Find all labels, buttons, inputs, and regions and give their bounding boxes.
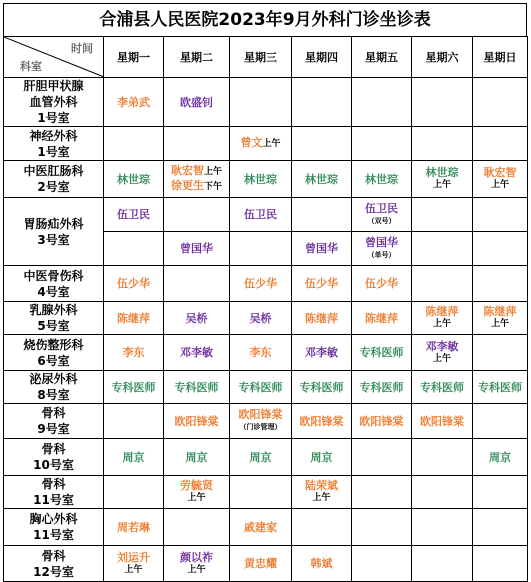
dept-name-line: 胸心外科: [29, 512, 78, 526]
schedule-cell: [412, 546, 473, 582]
doctor-name: 曾国华: [305, 242, 338, 255]
schedule-cell: [412, 78, 473, 127]
schedule-row: [4, 546, 528, 582]
schedule-row: [4, 78, 528, 127]
doctor-name: 林世琮: [305, 172, 338, 186]
doctor-entry: [230, 381, 291, 394]
doctor-entry: [473, 166, 527, 179]
dept-name-line: 血管外科: [29, 95, 78, 109]
schedule-cell: [292, 509, 352, 546]
schedule-row: [4, 266, 528, 302]
schedule-cell: [164, 161, 230, 198]
doctor-entry: [164, 179, 229, 194]
schedule-cell: [473, 546, 528, 582]
schedule-sheet: [3, 3, 527, 578]
dept-cell: [4, 335, 104, 371]
doctor-name: 邓李敏: [425, 339, 459, 353]
dept-name-line: 乳腺外科: [29, 303, 78, 317]
doctor-name: 林世琮: [365, 172, 398, 186]
doctor-entry: [164, 346, 229, 359]
schedule-cell: [104, 198, 164, 232]
doctor-name: 吴桥: [249, 311, 272, 325]
doctor-name: 欧阳锋棠: [299, 414, 344, 428]
schedule-cell: [104, 266, 164, 302]
schedule-cell: [412, 371, 473, 404]
dept-name-line: 4号室: [37, 284, 70, 299]
doctor-entry: [164, 381, 229, 394]
schedule-cell: [292, 161, 352, 198]
doctor-name: 黄忠耀: [244, 557, 277, 570]
doctor-name: 周京: [122, 450, 145, 464]
doctor-name: 陈继萍: [305, 311, 338, 325]
schedule-cell: [473, 476, 528, 509]
schedule-cell: [230, 302, 292, 335]
doctor-name: 林世琮: [425, 166, 459, 179]
schedule-cell: [292, 335, 352, 371]
doctor-entry: [230, 557, 291, 570]
doctor-entry: [352, 236, 411, 249]
schedule-cell: [473, 371, 528, 404]
schedule-row: [4, 198, 528, 232]
schedule-cell: [104, 476, 164, 509]
doctor-entry: [473, 305, 527, 318]
doctor-name: 李弟武: [117, 95, 150, 109]
schedule-cell: [352, 404, 412, 439]
day-header: 星期五: [352, 37, 412, 78]
doctor-entry: [412, 381, 472, 394]
schedule-cell: [352, 335, 412, 371]
dept-cell: [4, 546, 104, 582]
dept-cell: [4, 78, 104, 127]
schedule-cell: [292, 546, 352, 582]
schedule-cell: [412, 266, 473, 302]
schedule-cell: [352, 371, 412, 404]
doctor-name: 戚建家: [244, 520, 277, 534]
schedule-cell: [230, 371, 292, 404]
schedule-cell: [292, 302, 352, 335]
session-note: 上午: [203, 167, 222, 177]
doctor-entry: [104, 381, 163, 394]
dept-name-line: 1号室: [37, 111, 70, 125]
doctor-entry: [473, 451, 527, 464]
schedule-cell: [164, 371, 230, 404]
schedule-cell: [292, 198, 352, 232]
doctor-name: 伍少华: [244, 277, 277, 290]
doctor-name: 伍卫民: [244, 208, 277, 221]
dept-name-line: 肝胆甲状腺: [23, 79, 84, 93]
dept-name-line: 骨科: [41, 442, 66, 456]
doctor-entry: [292, 173, 351, 186]
doctor-name: 陆荣斌: [305, 479, 338, 492]
doctor-entry: [292, 381, 351, 394]
session-note: 上午: [187, 493, 206, 503]
remark-note: （单号）: [367, 250, 396, 259]
header-row: [4, 37, 528, 78]
doctor-entry: [104, 96, 163, 109]
schedule-cell: [164, 546, 230, 582]
schedule-cell: [292, 266, 352, 302]
schedule-row: [4, 404, 528, 439]
session-note: 上午: [490, 319, 509, 329]
doctor-entry: [292, 451, 351, 464]
schedule-cell: [230, 509, 292, 546]
doctor-entry: [164, 415, 229, 428]
dept-cell: [4, 161, 104, 198]
doctor-entry: [104, 312, 163, 325]
session-note: 下午: [203, 182, 222, 192]
doctor-entry: [164, 479, 229, 492]
doctor-entry: [230, 277, 291, 290]
schedule-body: [4, 78, 528, 582]
doctor-name: 曾国华: [180, 242, 213, 255]
schedule-cell: [230, 335, 292, 371]
doctor-entry: [412, 415, 472, 428]
schedule-cell: [412, 509, 473, 546]
schedule-row: [4, 439, 528, 476]
doctor-name: 欧阳锋棠: [359, 414, 404, 428]
dept-name-line: 12号室: [33, 564, 74, 579]
schedule-cell: [473, 335, 528, 371]
doctor-entry: [104, 173, 163, 186]
remark-note: （门诊管理）: [239, 423, 282, 431]
doctor-name: 周京: [185, 450, 208, 464]
doctor-name: 陈继萍: [117, 311, 150, 325]
doctor-name: 徐更生: [170, 179, 204, 192]
schedule-cell: [292, 78, 352, 127]
dept-name-line: 5号室: [37, 319, 70, 333]
schedule-cell: [352, 546, 412, 582]
schedule-cell: [104, 371, 164, 404]
schedule-cell: [164, 439, 230, 476]
doctor-entry: [230, 136, 291, 151]
time-label: 时间: [71, 42, 93, 55]
doctor-entry: [230, 208, 291, 221]
schedule-cell: [104, 439, 164, 476]
schedule-cell: [352, 266, 412, 302]
doctor-entry: [292, 242, 351, 255]
schedule-cell: [473, 161, 528, 198]
dept-label: 科室: [20, 60, 42, 73]
dept-name-line: 11号室: [33, 493, 74, 507]
dept-cell: [4, 509, 104, 546]
schedule-cell: [473, 302, 528, 335]
day-header: 星期二: [164, 37, 230, 78]
doctor-entry: [292, 277, 351, 290]
doctor-name: 专科医师: [478, 380, 522, 394]
dept-name-line: 骨科: [41, 548, 66, 563]
doctor-entry: [412, 340, 472, 353]
doctor-name: 林世琮: [244, 172, 277, 186]
doctor-name: 颜以祚: [180, 550, 213, 564]
doctor-name: 陈继萍: [365, 311, 398, 325]
schedule-cell: [164, 266, 230, 302]
doctor-entry: [230, 521, 291, 534]
day-header: 星期一: [104, 37, 164, 78]
doctor-name: 李东: [249, 346, 272, 359]
schedule-cell: [292, 371, 352, 404]
schedule-cell: [292, 439, 352, 476]
schedule-row: [4, 161, 528, 198]
dept-cell: [4, 302, 104, 335]
dept-name-line: 10号室: [33, 458, 74, 472]
schedule-cell: [164, 476, 230, 509]
doctor-entry: [104, 277, 163, 290]
doctor-entry: [292, 479, 351, 492]
schedule-cell: [164, 509, 230, 546]
doctor-name: 伍卫民: [117, 208, 150, 221]
schedule-cell: [352, 198, 412, 232]
dept-cell: [4, 198, 104, 266]
doctor-entry: [352, 312, 411, 325]
dept-name-line: 9号室: [37, 422, 70, 436]
session-note: 上午: [124, 564, 143, 575]
day-header: 星期六: [412, 37, 473, 78]
doctor-name: 韩斌: [310, 557, 333, 570]
dept-name-line: 11号室: [33, 528, 74, 542]
doctor-entry: [473, 381, 527, 394]
doctor-entry: [164, 312, 229, 325]
doctor-name: 专科医师: [238, 380, 283, 394]
schedule-cell: [230, 266, 292, 302]
doctor-entry: [412, 166, 472, 179]
doctor-name: 欧阳锋棠: [420, 414, 464, 428]
schedule-cell: [104, 546, 164, 582]
doctor-name: 刘运升: [117, 550, 150, 564]
schedule-cell: [352, 302, 412, 335]
doctor-entry: [164, 164, 229, 179]
schedule-cell: [230, 127, 292, 161]
doctor-name: 曾国华: [365, 235, 398, 249]
doctor-name: 周京: [310, 450, 333, 464]
doctor-entry: [104, 346, 163, 359]
schedule-cell: [292, 404, 352, 439]
schedule-cell: [104, 404, 164, 439]
doctor-name: 欧盛钊: [180, 95, 213, 109]
day-header: 星期日: [473, 37, 528, 78]
schedule-cell: [230, 161, 292, 198]
schedule-cell: [230, 198, 292, 232]
schedule-cell: [164, 198, 230, 232]
doctor-name: 陈继萍: [483, 305, 517, 318]
schedule-cell: [230, 439, 292, 476]
schedule-cell: [230, 546, 292, 582]
session-note: 上午: [490, 180, 509, 190]
schedule-cell: [164, 404, 230, 439]
dept-cell: [4, 404, 104, 439]
doctor-entry: [164, 551, 229, 564]
dept-name-line: 骨科: [41, 477, 66, 491]
schedule-cell: [412, 404, 473, 439]
doctor-entry: [164, 451, 229, 464]
schedule-cell: [164, 127, 230, 161]
dept-name-line: 烧伤整形科: [23, 337, 84, 352]
schedule-cell: [352, 509, 412, 546]
doctor-entry: [230, 408, 291, 421]
doctor-entry: [104, 451, 163, 464]
schedule-cell: [230, 404, 292, 439]
doctor-name: 李东: [122, 346, 145, 359]
schedule-cell: [473, 198, 528, 232]
schedule-cell: [164, 232, 230, 266]
doctor-name: 周京: [489, 450, 511, 464]
schedule-cell: [412, 302, 473, 335]
schedule-cell: [164, 78, 230, 127]
schedule-cell: [104, 509, 164, 546]
schedule-cell: [104, 161, 164, 198]
doctor-name: 伍卫民: [365, 201, 398, 215]
schedule-row: [4, 335, 528, 371]
doctor-entry: [292, 312, 351, 325]
dept-name-line: 神经外科: [29, 128, 78, 143]
doctor-name: 专科医师: [299, 380, 344, 394]
schedule-cell: [104, 302, 164, 335]
schedule-cell: [164, 335, 230, 371]
doctor-entry: [292, 557, 351, 570]
dept-name-line: 中医骨伤科: [23, 268, 84, 283]
dept-cell: [4, 476, 104, 509]
doctor-entry: [352, 381, 411, 394]
doctor-entry: [412, 305, 472, 318]
schedule-cell: [352, 476, 412, 509]
doctor-name: 林世琮: [117, 172, 150, 186]
schedule-row: [4, 371, 528, 404]
doctor-name: 专科医师: [359, 346, 404, 359]
doctor-name: 伍少华: [305, 277, 338, 290]
remark-note: （双号）: [367, 216, 396, 225]
day-header: 星期三: [230, 37, 292, 78]
session-note: 上午: [312, 493, 331, 503]
schedule-cell: [352, 232, 412, 266]
schedule-cell: [473, 509, 528, 546]
schedule-cell: [473, 266, 528, 302]
schedule-row: [4, 127, 528, 161]
doctor-name: 欧阳锋棠: [174, 414, 219, 428]
doctor-name: 周京: [249, 450, 272, 464]
dept-name-line: 骨科: [41, 406, 66, 420]
dept-name-line: 1号室: [37, 144, 70, 159]
doctor-entry: [230, 451, 291, 464]
doctor-entry: [104, 208, 163, 221]
doctor-name: 专科医师: [111, 380, 156, 394]
schedule-cell: [412, 476, 473, 509]
dept-name-line: 6号室: [37, 353, 70, 368]
schedule-cell: [473, 78, 528, 127]
session-note: 上午: [187, 564, 206, 575]
doctor-name: 专科医师: [420, 380, 464, 394]
dept-name-line: 3号室: [37, 232, 70, 247]
dept-name-line: 2号室: [37, 180, 70, 194]
session-note: 上午: [432, 180, 451, 190]
dept-cell: [4, 266, 104, 302]
day-header: 星期四: [292, 37, 352, 78]
dept-cell: [4, 371, 104, 404]
schedule-table: [3, 36, 528, 582]
schedule-cell: [412, 161, 473, 198]
schedule-row: [4, 302, 528, 335]
doctor-name: 专科医师: [359, 380, 404, 394]
session-note: 上午: [432, 353, 451, 364]
dept-name-line: 中医肛肠科: [23, 164, 84, 178]
schedule-cell: [104, 335, 164, 371]
schedule-cell: [104, 127, 164, 161]
schedule-cell: [412, 232, 473, 266]
schedule-cell: [473, 439, 528, 476]
schedule-cell: [230, 78, 292, 127]
session-note: 上午: [432, 319, 451, 329]
schedule-cell: [230, 476, 292, 509]
doctor-name: 陈继萍: [425, 305, 459, 318]
schedule-cell: [412, 198, 473, 232]
schedule-cell: [104, 232, 164, 266]
doctor-name: 伍少华: [365, 277, 398, 290]
doctor-entry: [164, 242, 229, 255]
doctor-entry: [352, 415, 411, 428]
doctor-name: 周若琳: [117, 520, 150, 534]
schedule-cell: [292, 232, 352, 266]
schedule-cell: [164, 302, 230, 335]
dept-name-line: 胃肠疝外科: [23, 216, 84, 231]
schedule-cell: [352, 78, 412, 127]
schedule-cell: [352, 127, 412, 161]
doctor-name: 吴桥: [185, 311, 208, 325]
doctor-name: 伍少华: [117, 277, 150, 290]
doctor-entry: [230, 346, 291, 359]
doctor-entry: [352, 277, 411, 290]
doctor-name: 专科医师: [174, 380, 219, 394]
schedule-cell: [352, 439, 412, 476]
schedule-cell: [230, 232, 292, 266]
schedule-cell: [473, 127, 528, 161]
schedule-row: [4, 509, 528, 546]
doctor-name: 耿宏智: [483, 166, 517, 179]
schedule-cell: [352, 161, 412, 198]
doctor-name: 耿宏智: [170, 164, 204, 177]
schedule-row: [4, 476, 528, 509]
doctor-name: 欧阳锋棠: [238, 408, 283, 421]
schedule-cell: [412, 127, 473, 161]
page-title: 合浦县人民医院2023年9月外科门诊坐诊表: [3, 3, 527, 36]
schedule-cell: [473, 232, 528, 266]
doctor-entry: [352, 202, 411, 215]
doctor-entry: [292, 415, 351, 428]
dept-name-line: 泌尿外科: [29, 372, 78, 386]
doctor-entry: [352, 346, 411, 359]
doctor-entry: [164, 96, 229, 109]
doctor-entry: [352, 173, 411, 186]
doctor-name: 曾文: [240, 136, 263, 149]
schedule-cell: [473, 404, 528, 439]
doctor-name: 邓李敏: [305, 346, 338, 359]
session-note: 上午: [262, 139, 281, 149]
doctor-name: 邓李敏: [180, 346, 213, 359]
schedule-cell: [292, 476, 352, 509]
corner-header: [4, 37, 104, 78]
doctor-name: 劳毓贤: [180, 479, 213, 492]
doctor-entry: [230, 312, 291, 325]
doctor-entry: [104, 521, 163, 534]
schedule-cell: [412, 335, 473, 371]
dept-name-line: 8号室: [37, 388, 70, 402]
schedule-cell: [104, 78, 164, 127]
doctor-entry: [230, 173, 291, 186]
doctor-entry: [104, 551, 163, 564]
dept-cell: [4, 127, 104, 161]
dept-cell: [4, 439, 104, 476]
doctor-entry: [292, 346, 351, 359]
schedule-cell: [412, 439, 473, 476]
schedule-cell: [292, 127, 352, 161]
